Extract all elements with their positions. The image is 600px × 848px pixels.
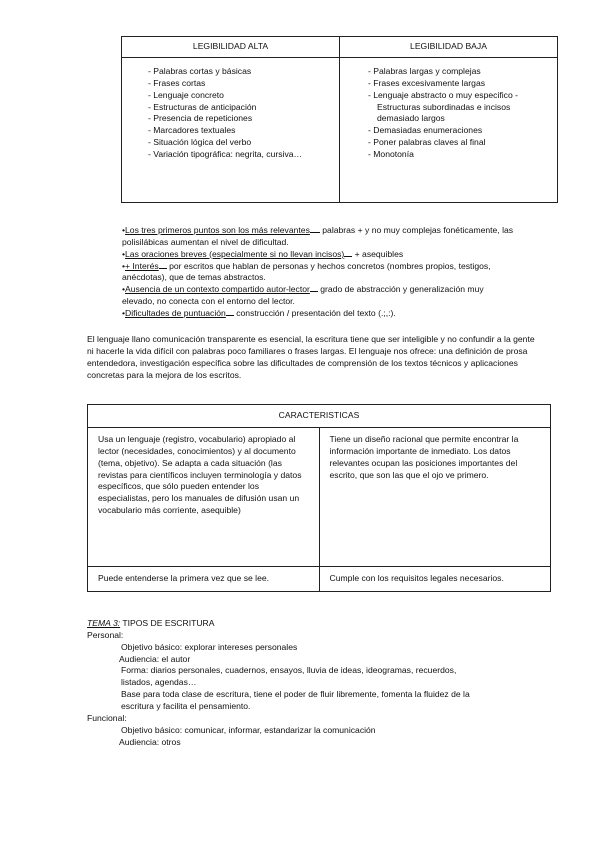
note-label: Ausencia de un contexto compartido autor-lector	[125, 284, 310, 295]
funcional-block	[87, 725, 507, 749]
tema-title: TIPOS DE ESCRITURA	[120, 618, 215, 628]
list-item: - Situación lógica del verbo	[148, 137, 331, 149]
note-item	[122, 308, 517, 320]
note-label: Dificultades de puntuación	[125, 308, 226, 319]
list-item: Objetivo básico: comunicar, informar, estandarizar la comunicación	[121, 724, 376, 735]
legibility-table	[121, 36, 558, 203]
note-label: Los tres primeros puntos son los más relevantes	[125, 225, 310, 235]
list-item: - Frases excesivamente largas	[368, 78, 547, 90]
characteristics-left-bottom-text: Puede entenderse la primera vez que se lee.	[98, 573, 270, 584]
characteristics-right-text: Tiene un diseño racional que permite encontrar la información importante de inmediato. Los datos relevantes ocupan las posiciones importantes del escrito, que son las que el ojo ve primero.	[329, 434, 519, 480]
list-item: - Lenguaje concreto	[148, 90, 331, 102]
list-item: - Palabras largas y complejas	[368, 66, 547, 78]
tema-title-line	[87, 618, 507, 630]
list-item: - Palabras cortas y básicas	[148, 66, 331, 78]
characteristics-left-cell	[88, 428, 320, 567]
alta-cell	[122, 58, 340, 203]
characteristics-left-text: Usa un lenguaje (registro, vocabulario) apropiado al lector (necesidades, conocimientos) y al documento (tema, objetivo). Se adapta a cada situación (las revistas para científicos incluyen terminología y datos específicos, que sólo pueden entender los especialistas, pero los manuales de difusión usan un vocabulario más corriente, asequible)	[98, 434, 302, 516]
list-item: - Presencia de repeticiones	[148, 113, 331, 125]
note-text: construcción / presentación del texto (.;,:).	[236, 308, 396, 319]
list-item: - Monotonía	[368, 149, 547, 161]
personal-block	[87, 642, 507, 713]
note-text: + asequibles	[354, 248, 404, 259]
list-item: Base para toda clase de escritura, tiene el poder de fluir libremente, fomenta la fluidez de la escritura y facilita el pensamiento.	[121, 689, 470, 712]
list-item: - Poner palabras claves al final	[368, 137, 547, 149]
characteristics-right-cell	[319, 428, 551, 567]
list-item: Audiencia: otros	[119, 736, 181, 747]
note-text: por escritos que hablan de personas y hechos concretos (nombres propios, testigos, anécdotas), que de temas abstractos.	[122, 260, 491, 283]
note-label: + Interés	[125, 260, 159, 271]
characteristics-right-bottom-cell	[319, 567, 551, 592]
list-item: - Marcadores textuales	[148, 125, 331, 137]
list-item: - Demasiadas enumeraciones	[368, 125, 547, 137]
list-item: - Estructuras de anticipación	[148, 102, 331, 114]
personal-heading: Personal:	[87, 629, 124, 640]
header-legibilidad-baja: LEGIBILIDAD BAJA	[340, 37, 558, 58]
readability-notes	[122, 225, 517, 320]
note-item	[122, 261, 517, 285]
list-item: - Frases cortas	[148, 78, 331, 90]
list-item: - Variación tipográfica: negrita, cursiva…	[148, 149, 322, 161]
list-item: - Lenguaje abstracto o muy especifico - Estructuras subordinadas e incisos demasiado largos	[368, 90, 547, 126]
note-text: grado de abstracción y generalización muy elevado, no conecta con el entorno del lector.	[122, 284, 484, 307]
list-item: Forma: diarios personales, cuadernos, ensayos, lluvia de ideas, ideogramas, recuerdos, listados, agendas…	[121, 665, 457, 688]
baja-list	[368, 66, 547, 161]
note-text: palabras + y no muy complejas fonéticamente, las polisilábicas aumentan el nivel de dificultad.	[122, 225, 514, 247]
tema-label: TEMA 3:	[87, 618, 121, 628]
characteristics-header: CARACTERISTICAS	[88, 405, 551, 428]
note-item	[122, 249, 517, 261]
funcional-heading: Funcional:	[87, 712, 127, 723]
list-item: Audiencia: el autor	[119, 653, 191, 664]
note-label: Las oraciones breves (especialmente si no llevan incisos)	[125, 248, 345, 259]
characteristics-left-bottom-cell	[88, 567, 320, 592]
characteristics-table	[87, 404, 551, 592]
header-legibilidad-alta: LEGIBILIDAD ALTA	[122, 37, 340, 58]
llano-paragraph: El lenguaje llano comunicación transparente es esencial, la escritura tiene que ser inteligible y no confundir a la gente ni hacerle la vida difícil con palabras poco familiares o frases largas. El lenguaje nos ofrece: una definición de prosa entendedora, investigación específica sobre las dificultades de comprensión de los textos técnicos y aplicaciones concretas para la mejora de los escritos.	[87, 334, 535, 380]
note-item	[122, 225, 517, 249]
note-item	[122, 284, 517, 308]
alta-list	[148, 66, 331, 161]
baja-cell	[340, 58, 558, 203]
characteristics-right-bottom-text: Cumple con los requisitos legales necesarios.	[329, 573, 504, 584]
tema-section	[87, 618, 507, 748]
list-item: Objetivo básico: explorar intereses personales	[121, 641, 298, 652]
